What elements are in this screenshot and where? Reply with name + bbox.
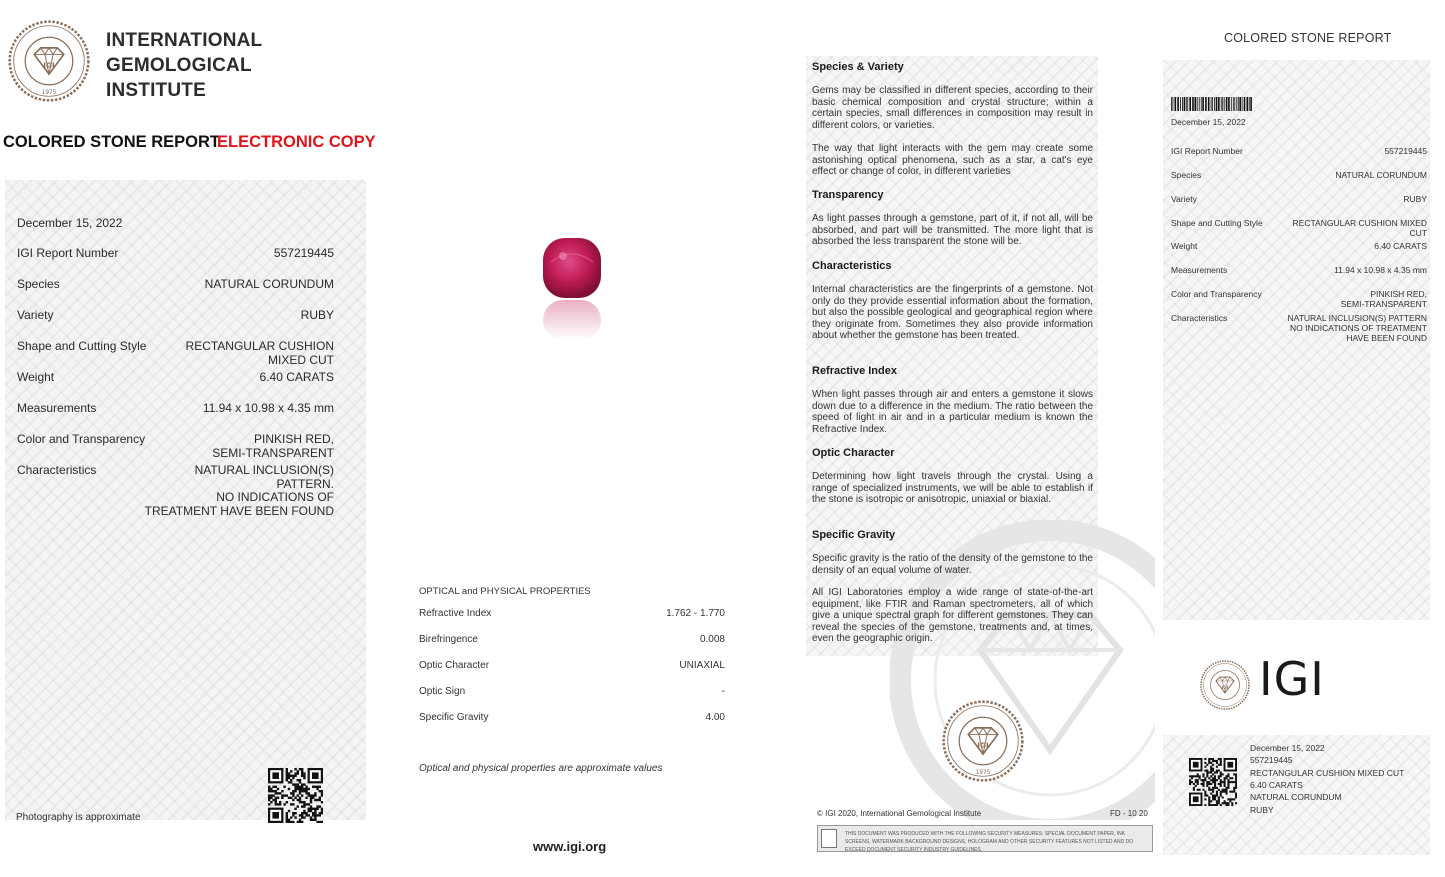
- section-paragraph: Gems may be classified in different species, according to their basic chemical composition and crystal structure; within a certain species, small differences in composition may result in different colors, or varieties.: [812, 85, 1093, 131]
- field-label: Color and Transparency: [17, 432, 146, 446]
- optical-label: Specific Gravity: [419, 712, 489, 723]
- igi-seal-logo: [8, 20, 90, 102]
- report-date: December 15, 2022: [17, 216, 123, 230]
- summary-line: RECTANGULAR CUSHION MIXED CUT: [1250, 768, 1405, 778]
- svg-text:1975: 1975: [975, 769, 991, 776]
- section-paragraph: The way that light interacts with the gem may create some astonishing optical phenomena, such as a star, a cat's eye effect or change of color, in different varieties: [812, 143, 1093, 177]
- section-paragraph: Internal characteristics are the fingerprints of a gemstone. Not only do they provide essential information about the formation, but also the possible geological and geographical region where they originate from. Sometimes they also provide information about whether the gemstone has been treated.: [812, 284, 1093, 341]
- field-label: Weight: [17, 370, 55, 384]
- card-field-label: IGI Report Number: [1171, 146, 1243, 156]
- section-paragraph: As light passes through a gemstone, part of it, if not all, will be absorbed, and part will be transmitted. The more light that is absorbed the less transparent the stone will be.: [812, 213, 1093, 247]
- report-title: COLORED STONE REPORT: [3, 133, 220, 151]
- field-label: IGI Report Number: [17, 246, 119, 260]
- security-notice-text: THIS DOCUMENT WAS PRODUCED WITH THE FOLLOWING SECURITY MEASURES: SPECIAL DOCUMENT PAPER, INK SCREENS, WATERMARK BACKGROUND DESIGNS, HOLOGRAM AND OTHER SECURITY FEATURES NOT LISTED AND DO EXCEED DOCUMENT SECURITY INDUSTRY GUIDELINES.: [845, 831, 1134, 853]
- optical-note: Optical and physical properties are approximate values: [419, 763, 663, 774]
- section-heading: Refractive Index: [812, 365, 897, 377]
- card-report-title: COLORED STONE REPORT: [1224, 31, 1392, 45]
- summary-line: December 15, 2022: [1250, 743, 1325, 753]
- qr-code[interactable]: [268, 768, 323, 823]
- measurements-value: 11.94 x 10.98 x 4.35 mm: [202, 401, 334, 415]
- optical-label: Birefringence: [419, 634, 478, 645]
- specific-gravity-value: 4.00: [705, 712, 725, 723]
- summary-line: NATURAL CORUNDUM: [1250, 792, 1342, 802]
- card-characteristics: NATURAL INCLUSION(S) PATTERN NO INDICATIONS OF TREATMENT HAVE BEEN FOUND: [1287, 313, 1427, 343]
- qr-code[interactable]: [1189, 758, 1237, 806]
- summary-line: 557219445: [1250, 755, 1293, 765]
- card-report-number: 557219445: [1384, 146, 1427, 156]
- optical-label: Optic Character: [419, 660, 490, 671]
- section-paragraph: When light passes through air and enters a gemstone it slows down due to a difference in the medium. The ratio between the speed of light in air and in a particular medium is known the Refractive Index.: [812, 389, 1093, 435]
- section-paragraph: All IGI Laboratories employ a wide range of state-of-the-art equipment, like FTIR and Raman spectrometers, all of which give a unique spectral graph for different gemstones. They can reveal the species of the gemstone, treatments and, at times, even the geographic origin.: [812, 587, 1093, 644]
- card-measurements: 11.94 x 10.98 x 4.35 mm: [1334, 265, 1427, 275]
- birefringence-value: 0.008: [699, 634, 725, 645]
- svg-text:1975: 1975: [41, 89, 57, 96]
- section-heading: Transparency: [812, 189, 884, 201]
- summary-line: 6.40 CARATS: [1250, 780, 1303, 790]
- section-heading: Optic Character: [812, 447, 895, 459]
- refractive-index-value: 1.762 - 1.770: [666, 608, 725, 619]
- field-label: Variety: [17, 308, 54, 322]
- card-field-label: Variety: [1171, 194, 1197, 204]
- field-label: Species: [17, 277, 60, 291]
- copyright-text: © IGI 2020, International Gemological Institute: [817, 809, 982, 818]
- organization-name: INTERNATIONAL GEMOLOGICAL INSTITUTE: [106, 30, 263, 101]
- species-value: NATURAL CORUNDUM: [204, 277, 334, 291]
- optic-sign-value: -: [721, 686, 725, 697]
- card-shape: RECTANGULAR CUSHION MIXED CUT: [1292, 218, 1427, 238]
- card-field-label: Shape and Cutting Style: [1171, 218, 1263, 228]
- section-paragraph: Specific gravity is the ratio of the density of the gemstone to the density of an equal volume of water.: [812, 553, 1093, 576]
- card-field-label: Species: [1171, 170, 1202, 180]
- card-field-label: Weight: [1171, 241, 1198, 251]
- document-icon: [821, 829, 837, 848]
- section-paragraph: Determining how light travels through the crystal. Using a range of specialized instruments, we will be able to establish if the stone is isotropic or anisotropic, uniaxial or biaxial.: [812, 471, 1093, 505]
- color-value: PINKISH RED, SEMI-TRANSPARENT: [212, 432, 334, 460]
- optic-character-value: UNIAXIAL: [679, 660, 725, 671]
- card-variety: RUBY: [1403, 194, 1427, 204]
- card-color: PINKISH RED, SEMI-TRANSPARENT: [1340, 289, 1427, 309]
- igi-seal-icon: [942, 700, 1024, 782]
- optical-properties-title: OPTICAL and PHYSICAL PROPERTIES: [419, 586, 591, 597]
- barcode: [1171, 97, 1253, 111]
- section-heading: Characteristics: [812, 260, 892, 272]
- card-field-label: Measurements: [1171, 265, 1228, 275]
- characteristics-value: NATURAL INCLUSION(S) PATTERN. NO INDICATIONS OF TREATMENT HAVE BEEN FOUND: [144, 463, 334, 518]
- electronic-copy-label: ELECTRONIC COPY: [217, 133, 376, 151]
- card-weight: 6.40 CARATS: [1374, 241, 1427, 251]
- igi-seal-small-icon: [1200, 660, 1250, 710]
- field-label: Measurements: [17, 401, 97, 415]
- optical-label: Refractive Index: [419, 608, 492, 619]
- ruby-stone-image: [537, 232, 607, 342]
- optical-label: Optic Sign: [419, 686, 466, 697]
- field-label: Characteristics: [17, 463, 97, 477]
- field-label: Shape and Cutting Style: [17, 339, 147, 353]
- section-heading: Specific Gravity: [812, 529, 896, 541]
- summary-line: RUBY: [1250, 805, 1274, 815]
- report-number-value: 557219445: [273, 246, 334, 260]
- form-code: FD - 10 20: [1110, 809, 1148, 818]
- photography-note: Photography is approximate: [16, 812, 141, 823]
- igi-brand-logo: IGI: [1259, 652, 1325, 706]
- card-date: December 15, 2022: [1171, 117, 1246, 127]
- card-field-label: Characteristics: [1171, 313, 1228, 323]
- shape-value: RECTANGULAR CUSHION MIXED CUT: [185, 339, 334, 367]
- section-heading: Species & Variety: [812, 61, 904, 73]
- weight-value: 6.40 CARATS: [259, 370, 334, 384]
- website-link[interactable]: www.igi.org: [533, 839, 607, 854]
- card-field-label: Color and Transparency: [1171, 289, 1262, 299]
- variety-value: RUBY: [300, 308, 334, 322]
- card-species: NATURAL CORUNDUM: [1335, 170, 1427, 180]
